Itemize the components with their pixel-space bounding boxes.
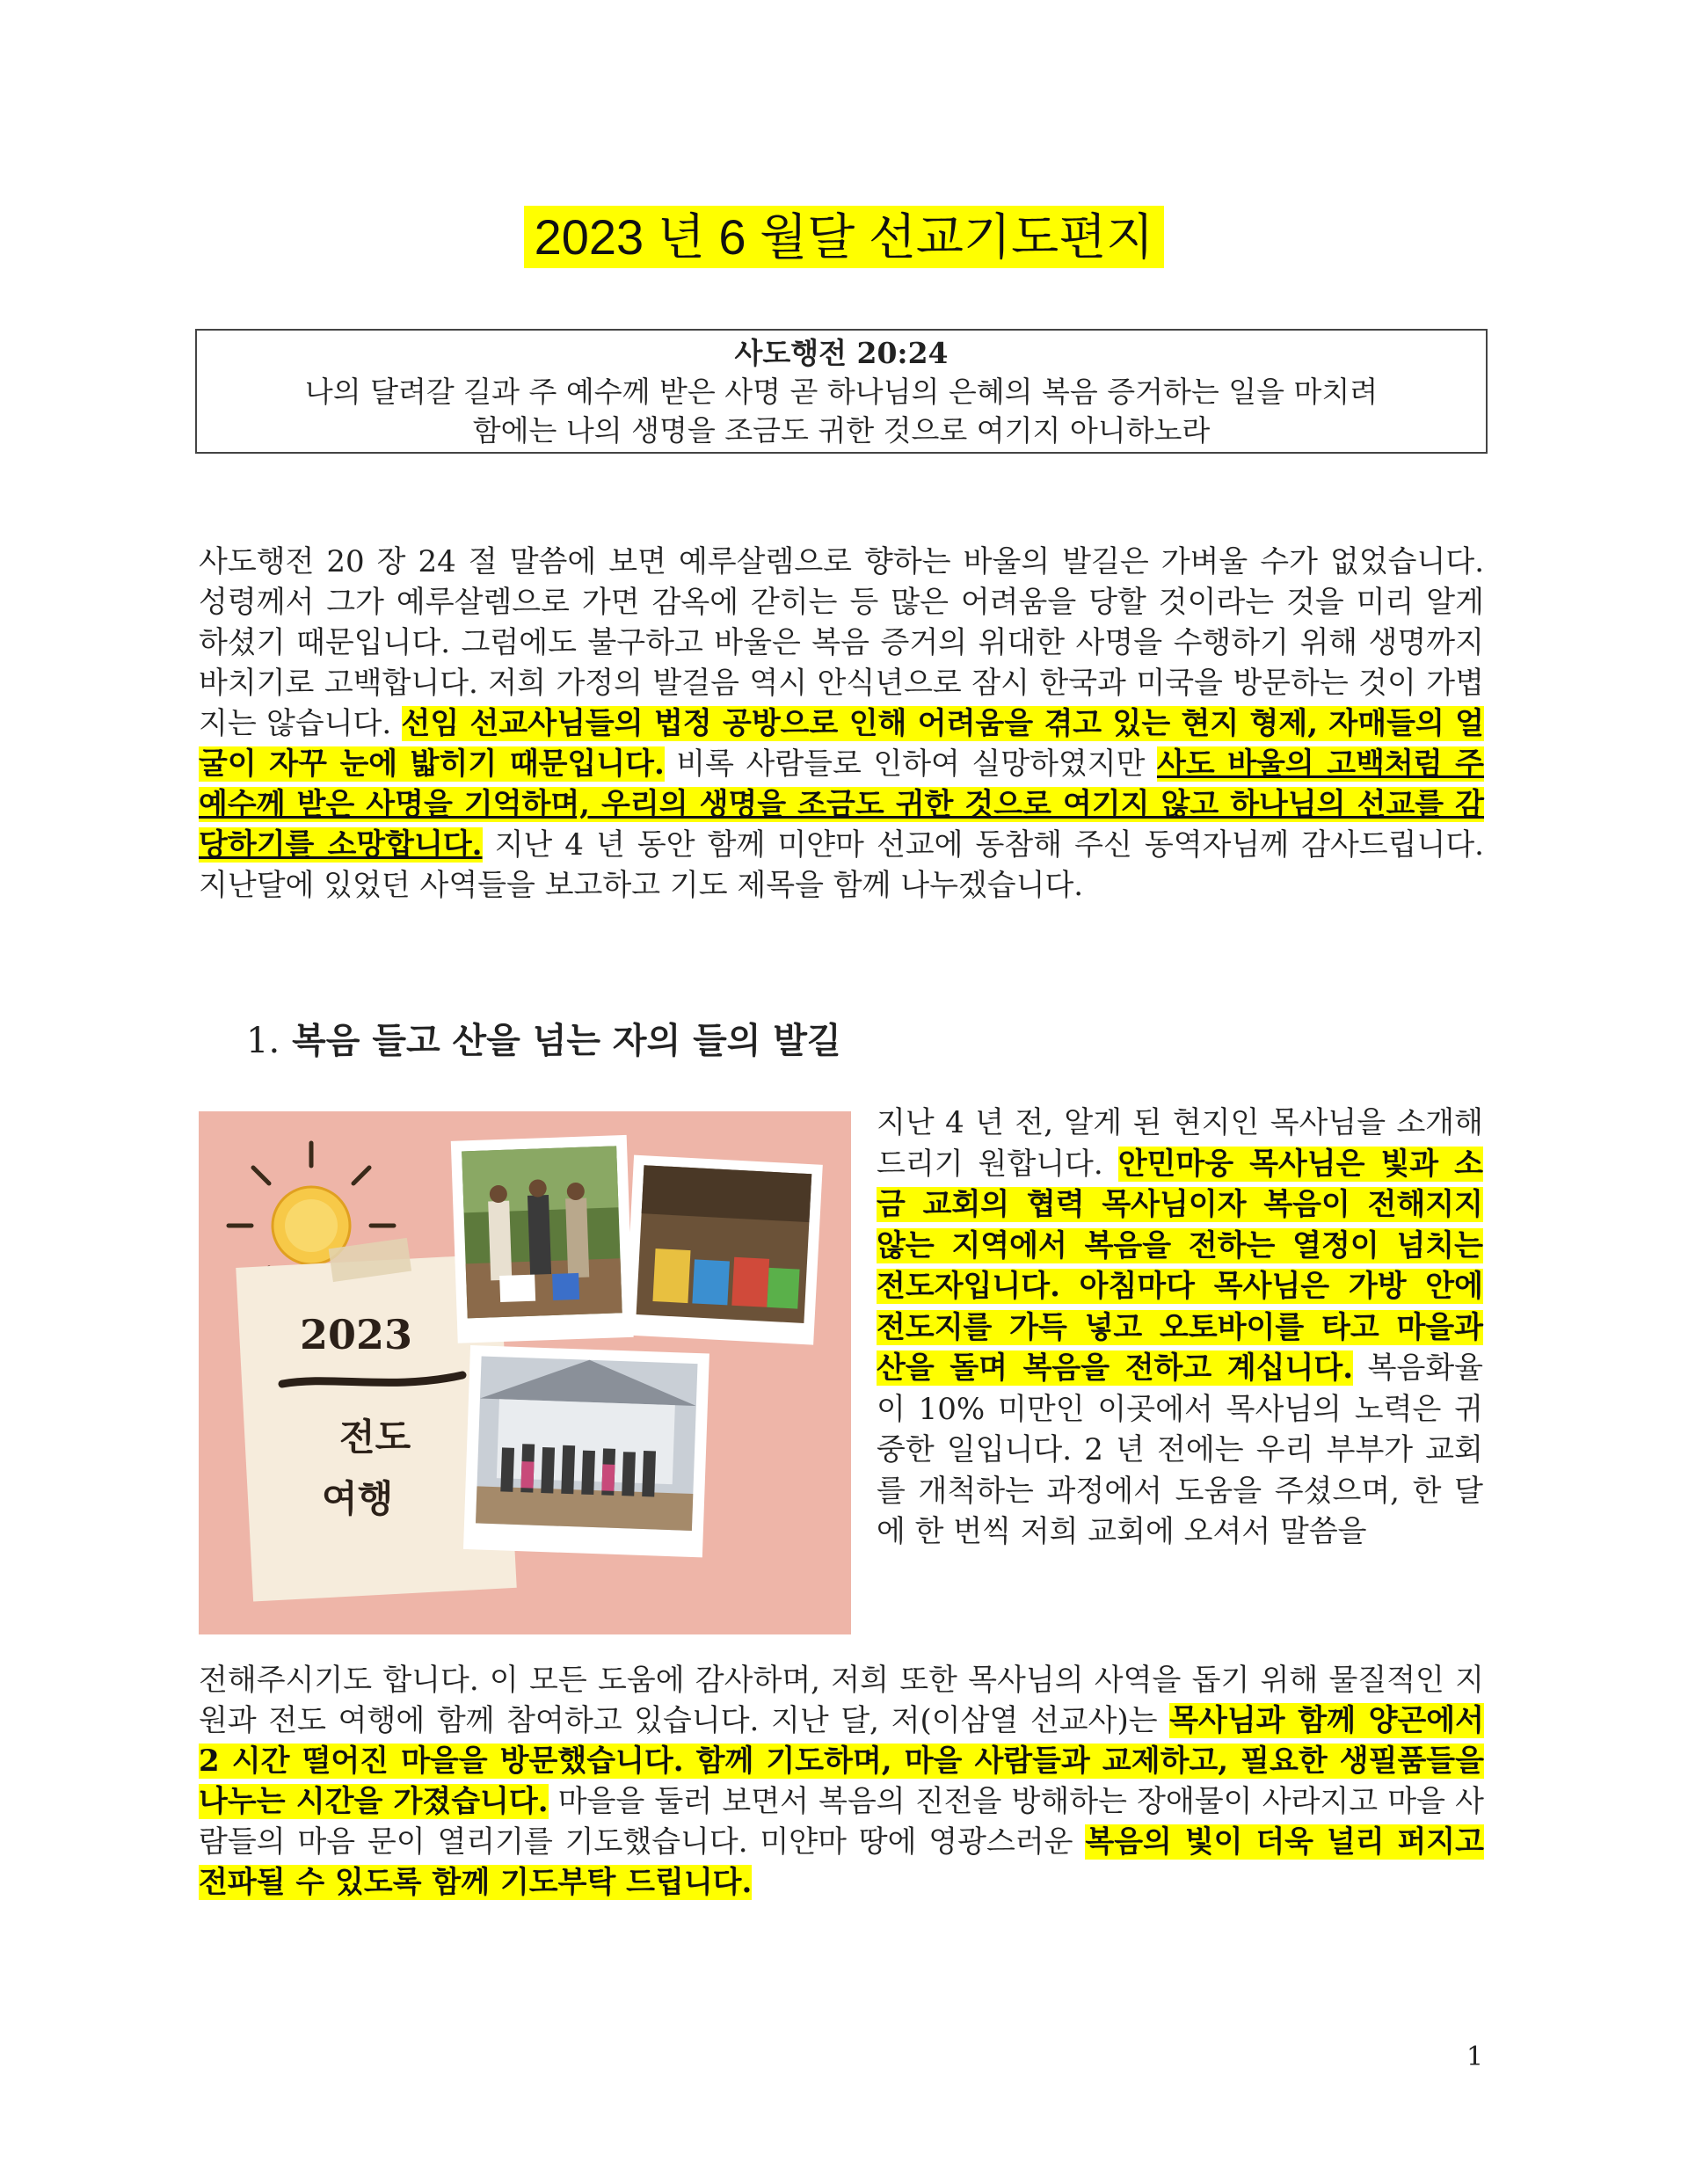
- verse-line-2: 함에는 나의 생명을 조금도 귀한 것으로 여기지 아니하노라: [472, 413, 1211, 448]
- intro-highlight-2: 사도 바울의 고백처럼 주 예수께 받은 사명을 기억하며, 우리의 생명을 조금도 귀한 것으로 여기지 않고 하나님의 선교를 감당하기를 소망합니다.: [199, 746, 1485, 863]
- intro-text-1: 사도행전 20 장 24 절 말씀에 보면 예루살렘으로 향하는 바울의 발길은 가벼울 수가 없었습니다. 성령께서 그가 예루살렘으로 가면 감옥에 갇히는 등 많은 어려움을 당할 것이라는 것을 미리 알게 하셨기 때문입니다. 그럼에도 불구하고 바울은 복음 증거의 위대한 사명을 수행하기 위해 생명까지 바치기로 고백합니다. 저희 가정의 발걸음 역시 안식년으로 잠시 한국과 미국을 방문하는 것이 가볍지는 않습니다.: [199, 544, 1484, 741]
- mission-trip-collage: [199, 1111, 851, 1634]
- intro-paragraph: [199, 542, 1484, 906]
- collage-graphic: [199, 1111, 851, 1634]
- col-highlight-1: 안민마웅 목사님은 빛과 소금 교회의 협력 목사님이자 복음이 전해지지 않는 지역에서 복음을 전하는 열정이 넘치는 전도자입니다. 아침마다 목사님은 가방 안에 전도지를 가득 넣고 오토바이를 타고 마을과 산을 돌며 복음을 전하고 계십니다.: [877, 1146, 1483, 1386]
- section-1-column-text: [877, 1103, 1483, 1553]
- letter-title: 2023 년 6 월달 선교기도편지: [524, 206, 1165, 268]
- verse-box: [195, 329, 1488, 454]
- photo-group-outdoors: [451, 1135, 634, 1343]
- after-highlight-2: 복음의 빛이 더욱 널리 퍼지고 전파될 수 있도록 함께 기도부탁 드립니다.: [199, 1824, 1484, 1900]
- col-text-1: 지난 4 년 전, 알게 된 현지인 목사님을 소개해 드리기 원합니다.: [877, 1105, 1483, 1182]
- after-text-2: 마을을 둘러 보면서 복음의 진전을 방해하는 장애물이 사라지고 마을 사람들의 마음 문이 열리기를 기도했습니다. 미얀마 땅에 영광스러운: [199, 1784, 1484, 1860]
- intro-text-2: 비록 사람들로 인하여 실망하였지만: [664, 746, 1157, 782]
- verse-reference: 사도행전 20:24: [734, 336, 949, 370]
- page-number: 1: [1466, 2042, 1484, 2072]
- section-1-continued: [199, 1660, 1484, 1903]
- intro-text-3: 지난 4 년 동안 함께 미얀마 선교에 동참해 주신 동역자님께 감사드립니다. 지난달에 있었던 사역들을 보고하고 기도 제목을 함께 나누겠습니다.: [199, 827, 1484, 903]
- collage-line-2: 여행: [322, 1477, 394, 1520]
- photo-supplies: [624, 1155, 822, 1345]
- section-1-title: 복음 들고 산을 넘는 자의 들의 발길: [292, 1021, 841, 1061]
- after-text-1: 전해주시기도 합니다. 이 모든 도움에 감사하며, 저희 또한 목사님의 사역을 돕기 위해 물질적인 지원과 전도 여행에 함께 참여하고 있습니다. 지난 달, 저(이삼열 선교사)는: [199, 1663, 1484, 1738]
- after-highlight-1: 목사님과 함께 양곤에서 2 시간 떨어진 마을을 방문했습니다. 함께 기도하며, 마을 사람들과 교제하고, 필요한 생필품들을 나누는 시간을 가졌습니다.: [199, 1703, 1484, 1819]
- col-text-2: 복음화율이 10% 미만인 이곳에서 목사님의 노력은 귀중한 일입니다. 2 년 전에는 우리 부부가 교회를 개척하는 과정에서 도움을 주셨으며, 한 달에 한 번씩 저희 교회에 오셔서 말씀을: [877, 1350, 1484, 1549]
- letter-title-wrap: [0, 199, 1688, 269]
- photo-church-group: [463, 1345, 709, 1557]
- intro-highlight-1: 선임 선교사님들의 법정 공방으로 인해 어려움을 겪고 있는 현지 형제, 자매들의 얼굴이 자꾸 눈에 밟히기 때문입니다.: [199, 706, 1484, 782]
- verse-line-1: 나의 달려갈 길과 주 예수께 받은 사명 곧 하나님의 은혜의 복음 증거하는 일을 마치려: [304, 375, 1379, 409]
- collage-line-1: 전도: [339, 1416, 411, 1459]
- section-1-number: 1.: [246, 1021, 280, 1061]
- section-1-heading: [246, 1013, 841, 1063]
- collage-year: 2023: [300, 1311, 413, 1358]
